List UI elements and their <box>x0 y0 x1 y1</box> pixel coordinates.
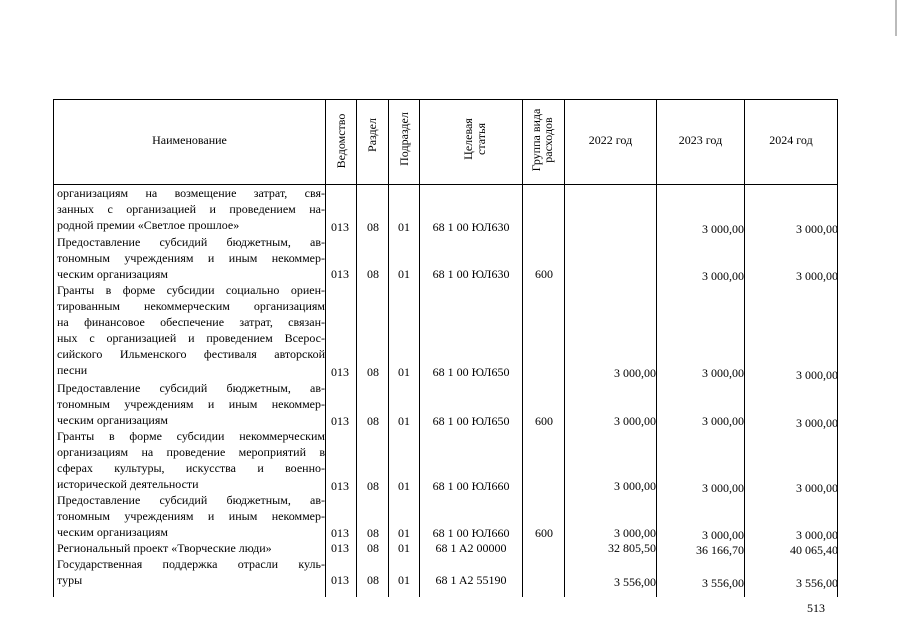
row-4-name-line-3: исторической деятельности <box>57 477 199 491</box>
row-6-y2024: 40 065,40 <box>790 543 838 557</box>
row-4-y2023: 3 000,00 <box>702 481 744 495</box>
row-3-celevaya: 68 1 00 ЮЛ650 <box>432 414 510 428</box>
row-1-y2023: 3 000,00 <box>702 269 744 283</box>
col-border-raz <box>388 99 389 597</box>
row-1-name-line-1: тономным учреждениям и иным некоммер- <box>57 251 325 265</box>
row-5-gruppa: 600 <box>535 526 553 540</box>
row-1-y2024: 3 000,00 <box>796 269 838 283</box>
row-6-name-line-0: Региональный проект «Творческие люди» <box>57 541 272 555</box>
row-7-podrazdel: 01 <box>398 573 410 587</box>
row-6-y2022: 32 805,50 <box>608 541 656 555</box>
row-0-podrazdel: 01 <box>398 220 410 234</box>
row-5-vedomstvo: 013 <box>331 526 349 540</box>
row-4-celevaya: 68 1 00 ЮЛ660 <box>432 479 510 493</box>
row-3-razdel: 08 <box>367 414 379 428</box>
col-border-name <box>325 99 326 597</box>
row-0-celevaya: 68 1 00 ЮЛ630 <box>432 220 510 234</box>
header-vedomstvo: Ведомство <box>334 113 348 169</box>
row-5-celevaya: 68 1 00 ЮЛ660 <box>432 526 510 540</box>
row-0-y2023: 3 000,00 <box>702 222 744 236</box>
row-7-vedomstvo: 013 <box>331 573 349 587</box>
row-1-razdel: 08 <box>367 267 379 281</box>
row-4-name-line-2: сферах культуры, искусства и военно- <box>57 461 325 475</box>
row-4-name-line-0: Гранты в форме субсидии некоммерческим <box>57 429 325 443</box>
row-0-name-line-1: занных с организацией и проведением на- <box>57 202 325 216</box>
row-3-podrazdel: 01 <box>398 414 410 428</box>
row-2-celevaya: 68 1 00 ЮЛ650 <box>432 365 510 379</box>
row-1-podrazdel: 01 <box>398 267 410 281</box>
header-razdel: Раздел <box>365 118 379 152</box>
row-5-name-line-0: Предоставление субсидий бюджетным, ав- <box>57 493 325 507</box>
row-0-razdel: 08 <box>367 220 379 234</box>
row-0-name-line-0: организациям на возмещение затрат, свя- <box>57 186 325 200</box>
row-1-name-line-0: Предоставление субсидий бюджетным, ав- <box>57 235 325 249</box>
row-7-y2023: 3 556,00 <box>702 576 744 590</box>
row-2-y2024: 3 000,00 <box>796 368 838 382</box>
col-border-y23 <box>744 99 745 597</box>
row-6-y2023: 36 166,70 <box>696 543 744 557</box>
row-2-name-line-3: ных с организацией и проведением Всерос- <box>57 331 325 345</box>
row-6-razdel: 08 <box>367 541 379 555</box>
row-4-y2022: 3 000,00 <box>614 479 656 493</box>
row-4-y2024: 3 000,00 <box>796 481 838 495</box>
row-2-name-line-4: сийского Ильменского фестиваля авторской <box>57 347 325 361</box>
header-name: Наименование <box>152 133 227 147</box>
row-5-name-line-2: ческим организациям <box>57 525 168 539</box>
row-6-podrazdel: 01 <box>398 541 410 555</box>
row-6-celevaya: 68 1 A2 00000 <box>435 541 507 555</box>
row-5-razdel: 08 <box>367 526 379 540</box>
row-6-vedomstvo: 013 <box>331 541 349 555</box>
row-3-gruppa: 600 <box>535 414 553 428</box>
row-5-y2023: 3 000,00 <box>702 528 744 542</box>
col-border-right <box>837 99 838 597</box>
col-border-left <box>53 99 54 597</box>
row-2-name-line-2: на финансовое обеспечение затрат, связан- <box>57 315 325 329</box>
row-2-name-line-5: песни <box>57 363 88 377</box>
row-3-vedomstvo: 013 <box>331 414 349 428</box>
page-number: 513 <box>807 601 825 615</box>
header-2022: 2022 год <box>588 133 633 147</box>
row-0-name-line-2: родной премии «Светлое прошлое» <box>57 218 240 232</box>
row-1-celevaya: 68 1 00 ЮЛ630 <box>432 267 510 281</box>
row-3-y2024: 3 000,00 <box>796 416 838 430</box>
row-2-name-line-1: тированным некоммерческим организациям <box>57 299 325 313</box>
row-4-podrazdel: 01 <box>398 479 410 493</box>
col-border-ved <box>356 99 357 597</box>
header-2024: 2024 год <box>769 133 813 147</box>
header-2023: 2023 год <box>678 133 723 147</box>
row-7-razdel: 08 <box>367 573 379 587</box>
row-7-y2022: 3 556,00 <box>614 575 656 589</box>
col-border-y22 <box>656 99 657 597</box>
row-2-y2022: 3 000,00 <box>614 366 656 380</box>
row-3-y2022: 3 000,00 <box>614 414 656 428</box>
row-5-y2024: 3 000,00 <box>796 528 838 542</box>
table-top-border <box>53 99 838 100</box>
row-4-vedomstvo: 013 <box>331 479 349 493</box>
row-5-y2022: 3 000,00 <box>614 526 656 540</box>
row-2-y2023: 3 000,00 <box>702 366 744 380</box>
row-7-y2024: 3 556,00 <box>796 576 838 590</box>
row-5-name-line-1: тономным учреждениям и иным некоммер- <box>57 509 325 523</box>
row-3-name-line-2: ческим организациям <box>57 413 168 427</box>
col-border-cel <box>522 99 523 597</box>
row-7-name-line-0: Государственная поддержка отрасли куль- <box>57 557 325 571</box>
row-2-vedomstvo: 013 <box>331 365 349 379</box>
row-2-razdel: 08 <box>367 365 379 379</box>
row-2-name-line-0: Гранты в форме субсидии социально ориен- <box>57 283 325 297</box>
row-0-vedomstvo: 013 <box>331 220 349 234</box>
row-4-razdel: 08 <box>367 479 379 493</box>
row-7-name-line-1: туры <box>57 573 83 587</box>
scan-edge-mark <box>895 0 897 36</box>
row-3-name-line-1: тономным учреждениям и иным некоммер- <box>57 397 325 411</box>
col-border-pod <box>419 99 420 597</box>
header-celevaya: Целевая статья <box>461 118 488 160</box>
row-1-name-line-2: ческим организациям <box>57 267 168 281</box>
row-4-name-line-1: организациям на проведение мероприятий в <box>57 445 325 459</box>
row-7-celevaya: 68 1 A2 55190 <box>435 573 507 587</box>
row-0-y2024: 3 000,00 <box>796 222 838 236</box>
row-5-podrazdel: 01 <box>398 526 410 540</box>
header-gruppa: Группа вида расходов <box>529 108 555 172</box>
col-border-grp <box>564 99 565 597</box>
row-3-y2023: 3 000,00 <box>702 414 744 428</box>
row-2-podrazdel: 01 <box>398 365 410 379</box>
header-podrazdel: Подраздел <box>397 112 411 166</box>
row-3-name-line-0: Предоставление субсидий бюджетным, ав- <box>57 381 325 395</box>
row-1-vedomstvo: 013 <box>331 267 349 281</box>
row-1-gruppa: 600 <box>535 267 553 281</box>
